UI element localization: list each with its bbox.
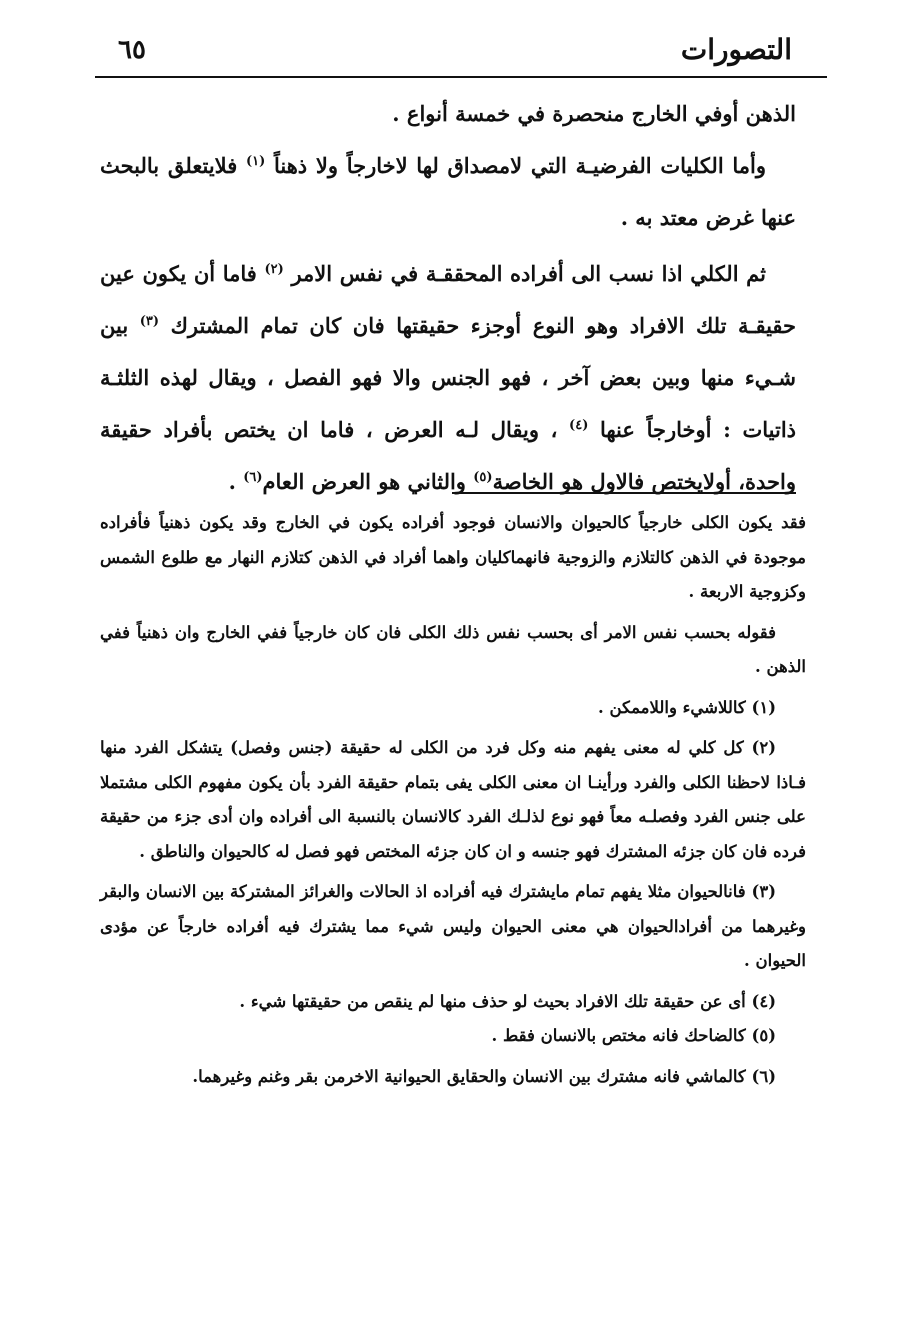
main-paragraph-1 <box>100 88 796 140</box>
main-text-span: ، ويقال لـه العرض ، فاما ان يختص بأفراد حقيقة واحدة، أولايختص فالاول هو الخاصة <box>100 417 796 494</box>
main-text-span: وأما الكليات الفرضيـة التي لامصداق لها لاخارجاً ولا ذهناً <box>265 153 766 178</box>
footnote-1: (١) كاللاشيء واللاممكن . <box>597 697 776 717</box>
main-text-span: الذهن أوفي الخارج منحصرة في خمسة أنواع . <box>392 101 796 126</box>
main-text-span: ثم الكلي اذا نسب الى أفراده المحققـة في نفس الامر <box>283 261 766 286</box>
running-header-title: التصورات <box>680 33 792 66</box>
footnote-divider <box>452 492 796 494</box>
footnote-ref-4: (٤) <box>569 418 589 433</box>
footnote-2: (٢) كل كلي له معنى يفهم منه وكل فرد من الكلى له حقيقة (جنس وفصل) يتشكل الفرد منها فـاذا لاحظنا الكلى والفرد ورأينـا ان معنى الكلى يفى بتمام حقيقة الفرد بأن يكون مفهوم الكلى مشتملا على جنس الفرد وفصلـه معاً فهو نوع لذلـك الفرد كالانسان بالنسبة الى أفراده وان أدى جزء من حقيقة فرده فان كان جزئه المشترك فهو جنسه و ان كان جزئه المختص فهو فصل له كالحيوان والناطق . <box>100 738 806 861</box>
footnote-6: (٦) كالماشي فانه مشترك بين الانسان والحقايق الحيوانية الاخرمن بقر وغنم وغيرهما. <box>192 1066 776 1086</box>
footnote-continued-2: فقوله بحسب نفس الامر أى بحسب نفس ذلك الكلى فان كان خارجياً ففي الخارج وان ذهنياً ففي الذهن . <box>100 622 806 676</box>
footnote-ref-5: (٥) <box>473 470 493 485</box>
footnote-ref-3: (٣) <box>139 314 160 329</box>
main-paragraph-3 <box>100 248 796 508</box>
main-text-span: بين شـيء منها وبين بعض آخر ، فهو الجنس والا فهو الفصل ، ويقال لهذه الثلثـة ذاتيات : أوخارجاً عنها <box>100 313 797 442</box>
header-divider <box>95 76 827 78</box>
footnote-4: (٤) أى عن حقيقة تلك الافراد بحيث لو حذف منها لم ينقص من حقيقتها شيء . <box>239 991 776 1011</box>
main-text-span: فلايتعلق بالبحث عنها غرض معتد به . <box>100 153 796 230</box>
page-number: ٦٥ <box>118 35 146 65</box>
main-text-span: . <box>228 469 244 494</box>
footnotes <box>100 506 806 1094</box>
main-text-span: والثاني هو العرض العام <box>262 469 474 494</box>
footnote-ref-2: (٢) <box>264 262 284 277</box>
footnote-ref-6: (٦) <box>243 470 263 485</box>
footnote-5: (٥) كالضاحك فانه مختص بالانسان فقط . <box>491 1026 776 1045</box>
main-text-span: فاما أن يكون عين حقيقـة تلك الافراد وهو النوع أوجزء حقيقتها فان كان تمام المشترك <box>100 261 797 338</box>
footnote-3: (٣) فانالحيوان مثلا يفهم تمام مايشترك فيه أفراده اذ الحالات والغرائز المشتركة بين الانسان والبقر وغيرهما من أفرادالحيوان هي معنى الحيوان وليس شيء مما يشترك فيه أفراده خارجاً عن مؤدى الحيوان . <box>100 882 806 970</box>
footnote-continued: فقد يكون الكلى خارجياً كالحيوان والانسان فوجود أفراده يكون في الخارج وقد يكون ذهنياً فأفراده موجودة في الذهن كالتلازم والزوجية فانهماكليان واهما أفراد في الذهن كتلازم النهار مع طلوع الشمس وكزوجية الاربعة . <box>100 513 806 601</box>
footnote-ref-1: (١) <box>245 154 266 169</box>
main-paragraph-2 <box>100 140 796 244</box>
main-text <box>100 88 796 508</box>
